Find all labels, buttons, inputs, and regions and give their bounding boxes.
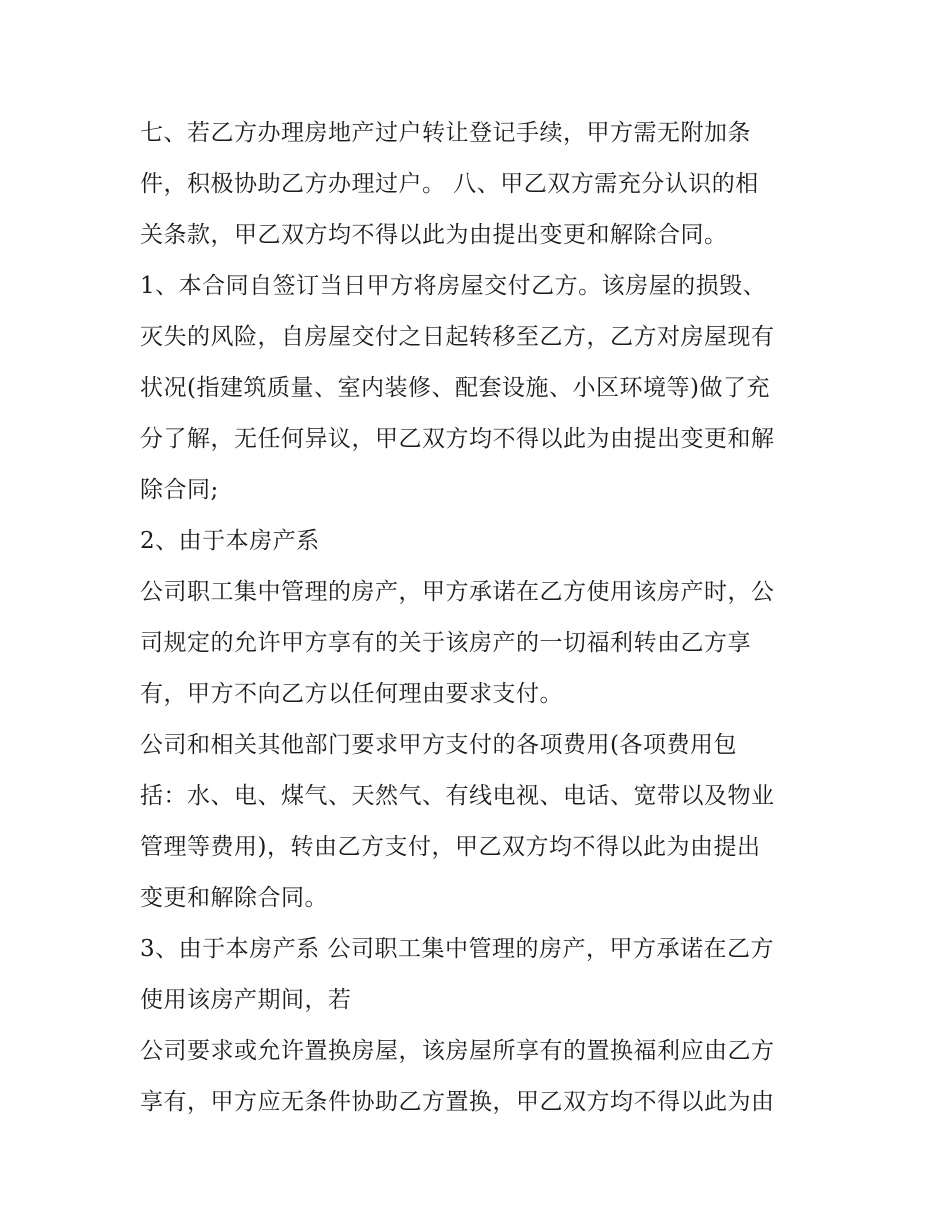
text-line: 管理等费用)，转由乙方支付，甲乙双方均不得以此为由提出 — [140, 834, 761, 860]
text-line: 3、由于本房产系 公司职工集中管理的房产，甲方承诺在乙方 — [140, 936, 774, 962]
text-line: 司规定的允许甲方享有的关于该房产的一切福利转由乙方享 — [140, 630, 751, 656]
text-line: 有，甲方不向乙方以任何理由要求支付。 — [140, 681, 563, 707]
document-body — [140, 108, 820, 1128]
text-line: 公司要求或允许置换房屋，该房屋所享有的置换福利应由乙方 — [140, 1038, 775, 1064]
text-line: 除合同; — [140, 477, 219, 503]
text-line: 使用该房产期间，若 — [140, 987, 352, 1013]
text-line: 分了解，无任何异议，甲乙双方均不得以此为由提出变更和解 — [140, 426, 775, 452]
text-line: 七、若乙方办理房地产过户转让登记手续，甲方需无附加条 — [140, 120, 751, 146]
text-line: 关条款，甲乙双方均不得以此为由提出变更和解除合同。 — [140, 222, 728, 248]
text-line: 件，积极协助乙方办理过户。 八、甲乙双方需充分认识的相 — [140, 171, 759, 197]
text-line: 1、本合同自签订当日甲方将房屋交付乙方。该房屋的损毁、 — [140, 273, 767, 299]
text-line: 2、由于本房产系 — [140, 528, 320, 554]
text-line: 变更和解除合同。 — [140, 885, 328, 911]
text-line: 状况(指建筑质量、室内装修、配套设施、小区环境等)做了充 — [140, 375, 770, 401]
text-line: 公司和相关其他部门要求甲方支付的各项费用(各项费用包 — [140, 732, 737, 758]
text-line: 灭失的风险，自房屋交付之日起转移至乙方，乙方对房屋现有 — [140, 324, 775, 350]
text-line: 享有，甲方应无条件协助乙方置换，甲乙双方均不得以此为由 — [140, 1089, 775, 1115]
text-line: 括：水、电、煤气、天然气、有线电视、电话、宽带以及物业 — [140, 783, 775, 809]
text-line: 公司职工集中管理的房产，甲方承诺在乙方使用该房产时，公 — [140, 579, 775, 605]
